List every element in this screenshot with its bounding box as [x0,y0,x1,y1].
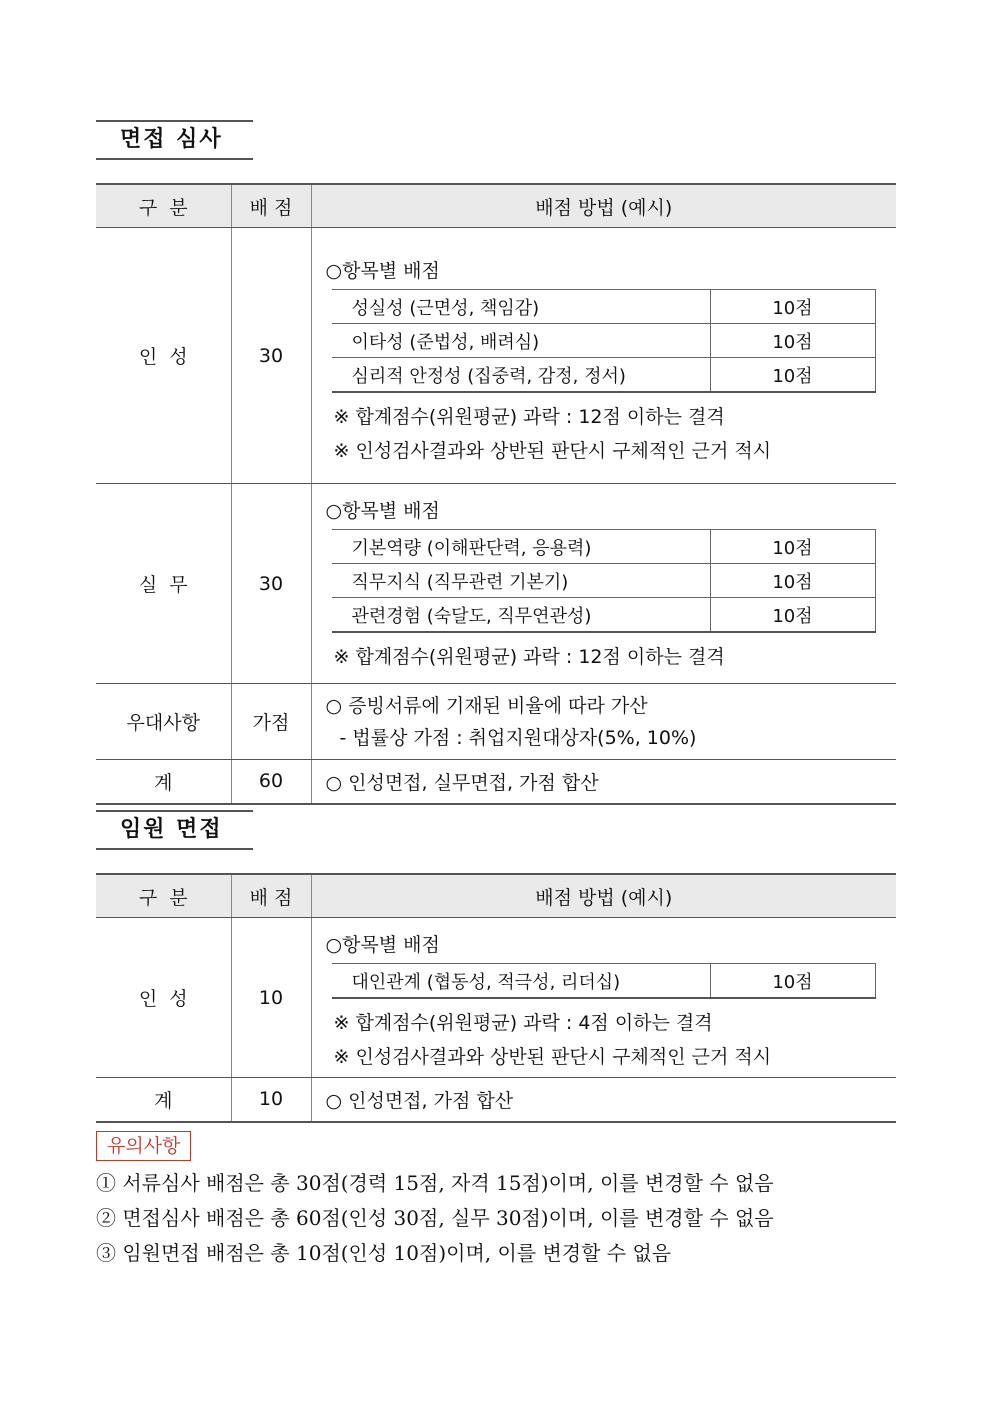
item-table [332,529,876,633]
section-title-executive: 임원 면접 [96,810,253,850]
table-row-preference [96,684,896,760]
header-score: 배 점 [231,874,311,918]
note: ※ 인성검사결과와 상반된 판단시 구체적인 근거 적시 [333,1046,772,1068]
row-category: 인 성 [96,918,231,1078]
preference-line: ○ 증빙서류에 기재된 비율에 따라 가산 [325,694,648,717]
table-row-personality [96,918,896,1078]
interview-score-table [96,183,896,805]
table-header-row [96,184,896,228]
item-row [332,530,876,564]
rule-item: ② 면접심사 배점은 총 60점(인성 30점, 실무 30점)이며, 이를 변경할 수 없음 [96,1206,774,1230]
row-description [311,228,896,484]
table-row-practical [96,484,896,684]
executive-score-table [96,873,896,1123]
table-row-total [96,1078,896,1122]
item-table [332,289,876,393]
row-score: 60 [231,760,311,804]
row-description [311,918,896,1078]
row-description [311,684,896,760]
row-score: 30 [231,228,311,484]
table-row-personality [96,228,896,484]
table-header-row [96,874,896,918]
rule-item: ① 서류심사 배점은 총 30점(경력 15점, 자격 15점)이며, 이를 변경할 수 없음 [96,1171,774,1195]
item-bullet: ○항목별 배점 [325,500,440,522]
item-name: 관련경험 (숙달도, 직무연관성) [332,598,711,633]
item-bullet: ○항목별 배점 [325,934,440,956]
row-category: 실 무 [96,484,231,684]
row-score: 10 [231,1078,311,1122]
header-score: 배 점 [231,184,311,228]
header-category: 구 분 [96,874,231,918]
row-score: 30 [231,484,311,684]
row-category: 계 [96,760,231,804]
note: ※ 합계점수(위원평균) 과락 : 4점 이하는 결격 [333,1012,713,1034]
item-name: 기본역량 (이해판단력, 응용력) [332,530,711,564]
header-method: 배점 방법 (예시) [311,874,896,918]
section-title-interview: 면접 심사 [96,120,253,160]
item-row [332,564,876,598]
item-points: 10점 [710,964,875,999]
row-description: ○ 인성면접, 가점 합산 [311,1078,896,1122]
item-points: 10점 [710,530,875,564]
item-row [332,324,876,358]
item-row [332,290,876,324]
caution-rules [96,1166,886,1271]
item-bullet: ○항목별 배점 [325,260,440,282]
row-category: 계 [96,1078,231,1122]
preference-line: - 법률상 가점 : 취업지원대상자(5%, 10%) [339,726,697,749]
item-row [332,964,876,999]
item-name: 심리적 안정성 (집중력, 감정, 정서) [332,358,711,393]
row-category: 인 성 [96,228,231,484]
item-points: 10점 [710,598,875,633]
header-category: 구 분 [96,184,231,228]
item-row [332,358,876,393]
item-name: 성실성 (근면성, 책임감) [332,290,711,324]
row-description: ○ 인성면접, 실무면접, 가점 합산 [311,760,896,804]
row-score: 가점 [231,684,311,760]
rule-item: ③ 임원면접 배점은 총 10점(인성 10점)이며, 이를 변경할 수 없음 [96,1241,672,1265]
row-score: 10 [231,918,311,1078]
item-points: 10점 [710,290,875,324]
table-row-total [96,760,896,804]
item-points: 10점 [710,564,875,598]
caution-label: 유의사항 [96,1131,191,1161]
item-name: 대인관계 (협동성, 적극성, 리더십) [332,964,711,999]
item-name: 직무지식 (직무관련 기본기) [332,564,711,598]
item-row [332,598,876,633]
row-description [311,484,896,684]
item-table [332,963,876,999]
item-name: 이타성 (준법성, 배려심) [332,324,711,358]
note: ※ 합계점수(위원평균) 과락 : 12점 이하는 결격 [333,646,725,668]
note: ※ 합계점수(위원평균) 과락 : 12점 이하는 결격 [333,406,725,428]
header-method: 배점 방법 (예시) [311,184,896,228]
item-points: 10점 [710,324,875,358]
item-points: 10점 [710,358,875,393]
note: ※ 인성검사결과와 상반된 판단시 구체적인 근거 적시 [333,440,772,462]
row-category: 우대사항 [96,684,231,760]
